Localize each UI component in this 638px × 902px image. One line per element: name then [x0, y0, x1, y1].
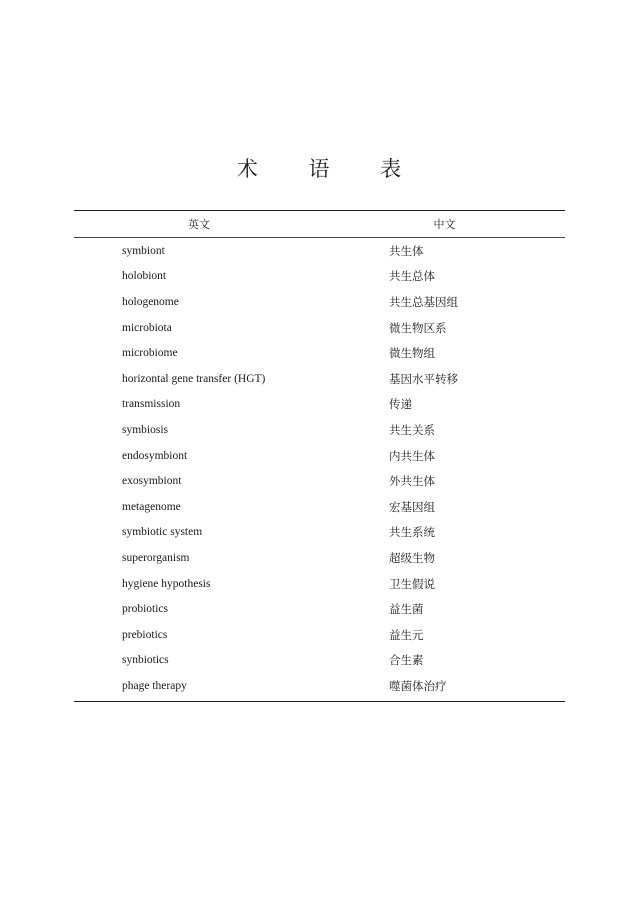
glossary-table [74, 210, 565, 702]
term-english: phage therapy [122, 679, 187, 692]
table-row [74, 238, 565, 264]
term-english: microbiota [122, 321, 172, 334]
page-title: 术 语 表 [236, 157, 424, 181]
term-chinese: 共生关系 [389, 422, 435, 437]
table-row [74, 571, 565, 597]
term-english: synbiotics [122, 654, 169, 667]
table-row [74, 596, 565, 622]
term-english: hygiene hypothesis [122, 577, 211, 590]
term-chinese: 宏基因组 [389, 499, 435, 514]
term-english: symbiosis [122, 423, 169, 436]
table-header-row [74, 211, 565, 238]
term-chinese: 外共生体 [389, 474, 435, 489]
term-chinese: 内共生体 [389, 448, 435, 463]
term-english: exosymbiont [122, 475, 182, 488]
term-chinese: 共生总基因组 [389, 294, 458, 309]
term-chinese: 益生菌 [389, 602, 424, 617]
term-chinese: 超级生物 [389, 550, 435, 565]
term-chinese: 益生元 [389, 627, 424, 642]
table-row [74, 443, 565, 469]
term-english: probiotics [122, 603, 168, 616]
term-chinese: 共生体 [389, 243, 424, 258]
term-english: microbiome [122, 347, 178, 360]
term-chinese: 微生物区系 [389, 320, 447, 335]
table-row [74, 366, 565, 392]
term-english: symbiont [122, 244, 165, 257]
term-chinese: 基因水平转移 [389, 371, 458, 386]
table-row [74, 468, 565, 494]
table-row [74, 417, 565, 443]
term-chinese: 卫生假说 [389, 576, 435, 591]
table-row [74, 622, 565, 648]
term-english: transmission [122, 398, 181, 411]
term-chinese: 噬菌体治疗 [389, 678, 447, 693]
table-row [74, 340, 565, 366]
table-row [74, 648, 565, 674]
table-row [74, 289, 565, 315]
term-english: prebiotics [122, 628, 168, 641]
term-english: symbiotic system [122, 526, 203, 539]
table-row [74, 392, 565, 418]
term-chinese: 共生总体 [389, 269, 435, 284]
term-chinese: 合生素 [389, 653, 424, 668]
term-english: horizontal gene transfer (HGT) [122, 372, 266, 385]
header-english: 英文 [188, 218, 210, 231]
term-english: endosymbiont [122, 449, 188, 462]
term-english: metagenome [122, 500, 181, 513]
table-row [74, 673, 565, 699]
header-chinese: 中文 [433, 218, 456, 231]
table-row [74, 264, 565, 290]
term-chinese: 微生物组 [389, 346, 435, 361]
table-body [74, 238, 565, 701]
table-row [74, 315, 565, 341]
table-row [74, 545, 565, 571]
term-chinese: 传递 [389, 397, 412, 412]
table-row [74, 520, 565, 546]
term-chinese: 共生系统 [389, 525, 435, 540]
term-english: superorganism [122, 551, 190, 564]
term-english: holobiont [122, 270, 167, 283]
table-row [74, 494, 565, 520]
term-english: hologenome [122, 295, 179, 308]
